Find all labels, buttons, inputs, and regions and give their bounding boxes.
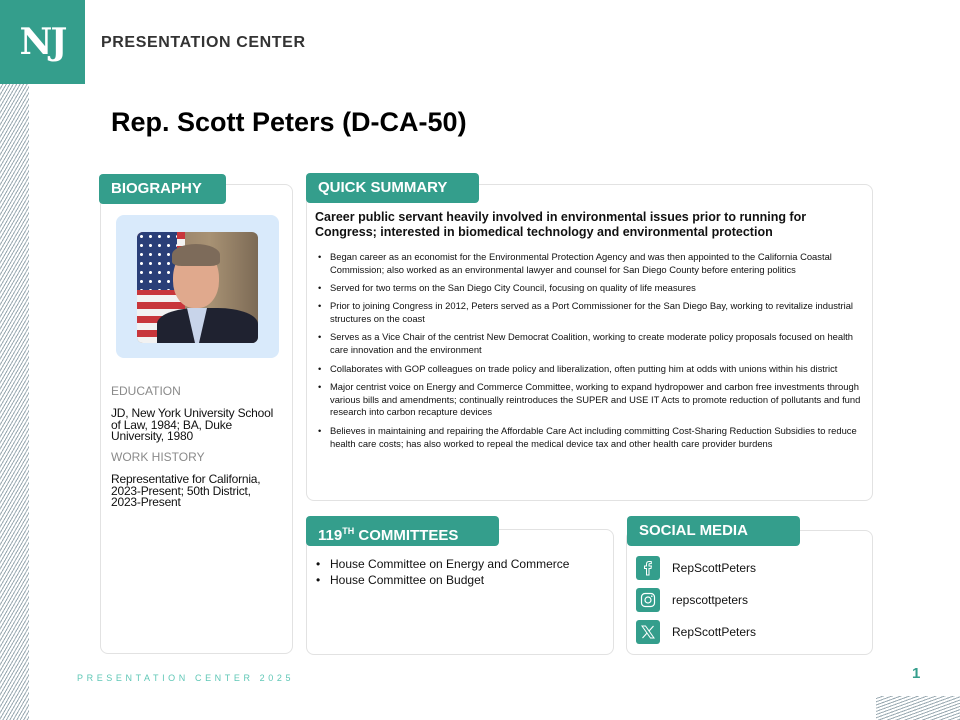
summary-headline: Career public servant heavily involved in environmental issues prior to running for Congress; interested in biomedical technology and environmental protection [315,210,807,239]
education-text: JD, New York University School of Law, 1984; BA, Duke University, 1980 [111,406,274,443]
social-row-instagram[interactable] [636,588,748,612]
committee-list [316,556,569,588]
facebook-handle: RepScottPeters [672,561,757,575]
decorative-stripes-left [0,84,29,720]
committees-tab [306,516,499,546]
committee-item: • House Committee on Energy and Commerce [316,556,569,572]
summary-bullet: • Began career as an economist for the Environmental Protection Agency and was then appointed to the California Coastal Commission; also worked as an environmental lawyer and counsel for San Diego County before entering politics [318,251,866,277]
x-handle: RepScottPeters [672,625,757,639]
summary-bullet: • Serves as a Vice Chair of the centrist New Democrat Coalition, working to create moderate policy proposals focused on health care innovation and the environment [318,331,866,357]
work-history-text: Representative for California, 2023-Present; 50th District, 2023-Present [111,472,261,509]
suit-graphic [157,308,258,343]
committee-item: • House Committee on Budget [316,572,569,588]
committees-tab-label: COMMITTEES [354,527,459,544]
summary-bullet-list [318,251,866,456]
instagram-handle: repscottpeters [672,593,749,607]
social-row-facebook[interactable] [636,556,756,580]
flag-canton [137,232,177,290]
committees-tab-superscript: TH [342,526,355,536]
social-row-x[interactable] [636,620,756,644]
hair-graphic [172,244,220,266]
committees-card [306,529,614,655]
x-twitter-icon [636,620,660,644]
summary-bullet: • Believes in maintaining and repairing the Affordable Care Act including committing Cost-Sharing Reduction Subsidies to reduce health care costs; has also worked to repeal the medical device tax and other health care provider burdens [318,425,866,451]
summary-bullet: • Collaborates with GOP colleagues on trade policy and liberalization, often putting him at odds with unions within his district [318,363,866,376]
decorative-stripes-bottom-right [876,696,960,720]
summary-bullet: • Served for two terms on the San Diego City Council, focusing on quality of life measures [318,282,866,295]
work-history-label: WORK HISTORY [111,450,205,464]
education-label: EDUCATION [111,384,181,398]
quick-summary-tab: QUICK SUMMARY [306,173,479,203]
nj-logo [0,0,85,84]
logo-text: NJ [19,21,66,63]
page-number: 1 [912,665,921,682]
summary-bullet: • Major centrist voice on Energy and Commerce Committee, working to expand hydropower and carbon free investments through various bills and amendments; continually reintroduces the SUPER and USE IT Acts to promote reduction of pollutants and fund research into carbon recapture devices [318,381,866,419]
brand-name: PRESENTATION CENTER [101,34,306,51]
biography-tab: BIOGRAPHY [99,174,226,204]
social-media-tab: SOCIAL MEDIA [627,516,800,546]
facebook-icon [636,556,660,580]
committees-tab-number: 119 [318,527,343,544]
summary-bullet: • Prior to joining Congress in 2012, Peters served as a Port Commissioner for the San Diego Bay, working to revitalize industrial structures on the coast [318,300,866,326]
page-title: Rep. Scott Peters (D-CA-50) [111,107,467,137]
footer-text: PRESENTATION CENTER 2025 [77,673,295,683]
portrait-photo [137,232,258,343]
instagram-icon [636,588,660,612]
